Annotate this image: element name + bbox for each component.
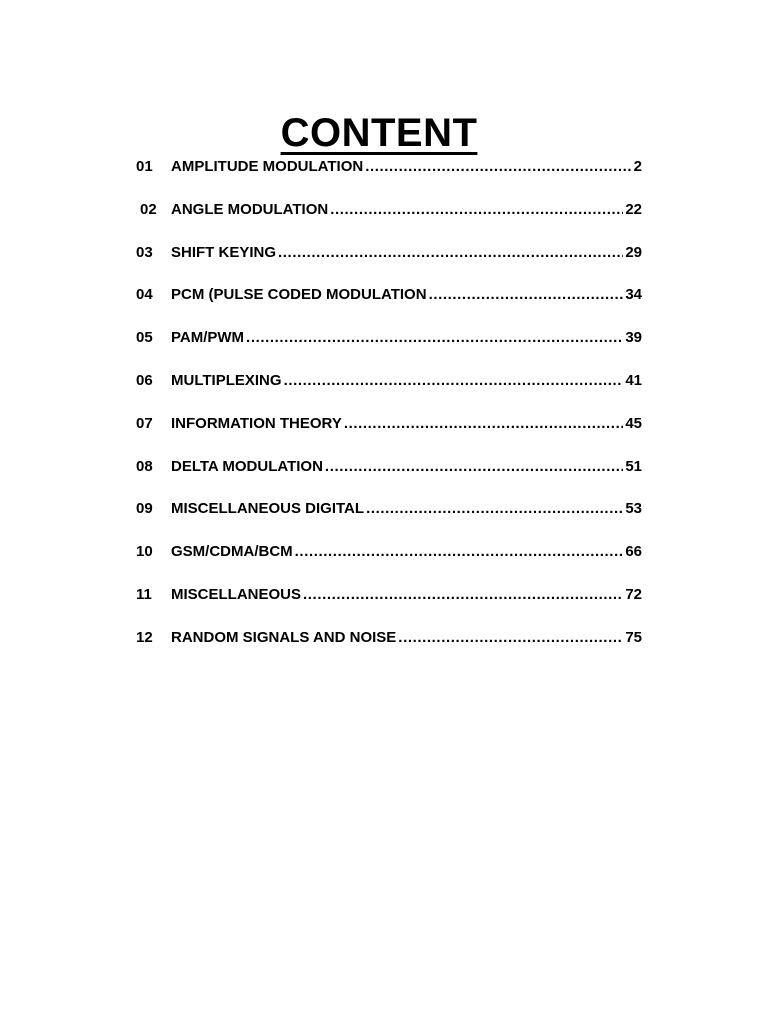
toc-entry-label: SHIFT KEYING	[171, 243, 277, 261]
toc-dot-leader	[325, 457, 623, 477]
toc-entry-number: 06	[136, 371, 153, 389]
toc-entry-page: 75	[625, 628, 642, 646]
toc-entry-page: 51	[625, 457, 642, 475]
toc-dot-leader	[344, 414, 623, 434]
toc-entry-page: 2	[633, 158, 642, 175]
toc-entry-page: 22	[625, 200, 642, 218]
toc-entry-10	[136, 542, 642, 585]
toc-entry-06	[136, 371, 642, 414]
toc-entry-label: RANDOM SIGNALS AND NOISE	[171, 628, 397, 646]
toc-entry-page: 34	[625, 286, 642, 304]
toc-entry-page: 66	[625, 543, 642, 561]
toc-entry-number: 10	[136, 543, 153, 561]
toc-entry-label: PCM (PULSE CODED MODULATION	[171, 286, 427, 304]
toc-entry-label: MISCELLANEOUS	[171, 585, 302, 603]
toc-dot-leader	[398, 628, 623, 648]
toc-entry-page: 39	[625, 329, 642, 347]
toc-dot-leader	[303, 585, 623, 605]
toc-entry-01	[136, 157, 642, 200]
toc-entry-label: MULTIPLEXING	[171, 371, 282, 389]
toc-entry-number: 07	[136, 414, 153, 432]
toc-entry-number: 09	[136, 500, 153, 518]
toc-entry-page: 53	[625, 500, 642, 518]
toc-entry-label: GSM/CDMA/BCM	[171, 543, 293, 561]
toc-dot-leader	[366, 499, 623, 519]
page-title	[0, 111, 758, 156]
toc-entry-number: 12	[136, 628, 153, 646]
toc-entry-number: 04	[136, 286, 153, 304]
toc-entry-label: INFORMATION THEORY	[171, 414, 342, 432]
toc-entry-12	[136, 628, 642, 671]
toc-entry-02	[136, 200, 642, 243]
table-of-contents	[136, 157, 642, 671]
toc-entry-page: 41	[625, 371, 642, 389]
toc-entry-05	[136, 328, 642, 371]
toc-dot-leader	[278, 243, 623, 263]
toc-entry-page: 45	[625, 414, 642, 432]
page-title-text: CONTENT	[280, 110, 478, 155]
toc-dot-leader	[284, 371, 624, 391]
toc-entry-08	[136, 457, 642, 500]
toc-dot-leader	[330, 200, 623, 220]
toc-entry-label: AMPLITUDE MODULATION	[171, 158, 364, 175]
toc-entry-page: 29	[625, 243, 642, 261]
toc-dot-leader	[429, 285, 624, 305]
toc-entry-label: PAM/PWM	[171, 329, 245, 347]
toc-entry-number: 02	[140, 200, 157, 218]
toc-entry-09	[136, 499, 642, 542]
toc-entry-number: 11	[136, 585, 152, 603]
toc-entry-number: 05	[136, 329, 153, 347]
toc-entry-page: 72	[625, 585, 642, 603]
toc-entry-label: MISCELLANEOUS DIGITAL	[171, 500, 365, 518]
toc-dot-leader	[365, 157, 631, 177]
toc-entry-11	[136, 585, 642, 628]
toc-entry-04	[136, 285, 642, 328]
toc-entry-07	[136, 414, 642, 457]
toc-dot-leader	[246, 328, 623, 348]
toc-entry-label: ANGLE MODULATION	[171, 200, 329, 218]
toc-entry-number: 08	[136, 457, 153, 475]
toc-entry-number: 03	[136, 243, 153, 261]
toc-entry-number: 01	[136, 158, 153, 175]
toc-entry-label: DELTA MODULATION	[171, 457, 323, 475]
toc-dot-leader	[295, 542, 624, 562]
toc-entry-03	[136, 243, 642, 286]
